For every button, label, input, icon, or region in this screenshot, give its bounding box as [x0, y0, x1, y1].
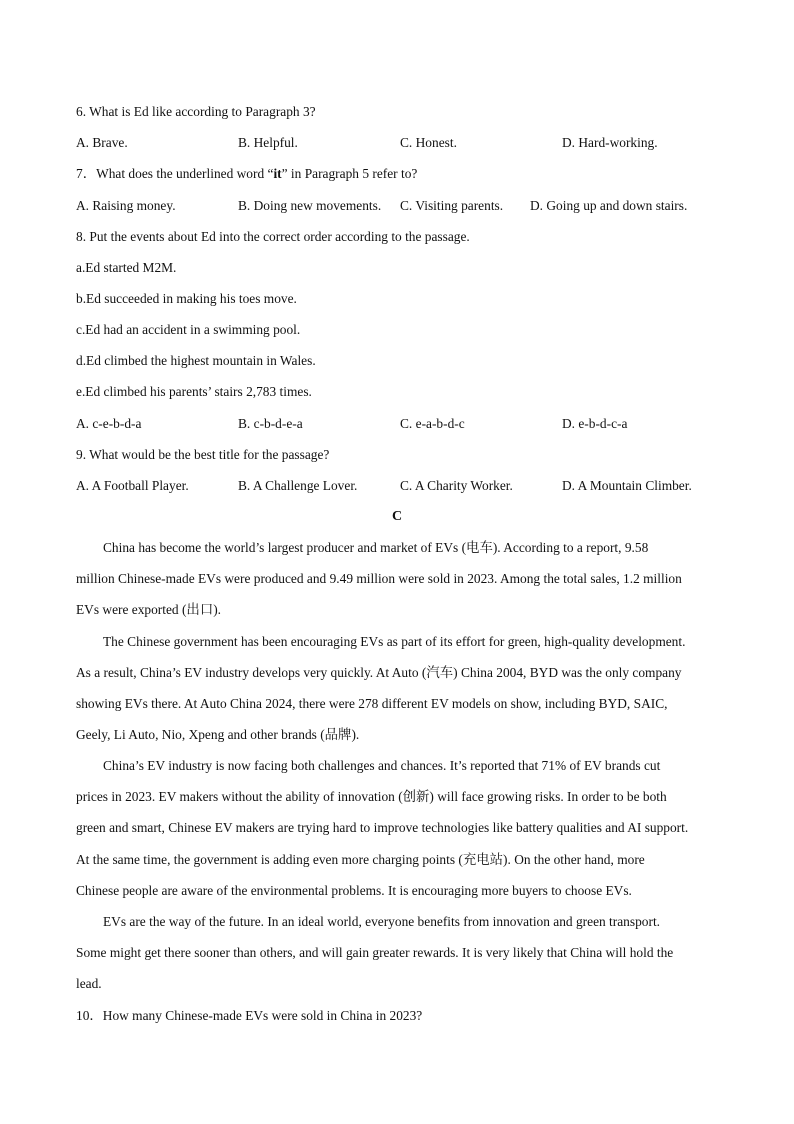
question-6-stem: 6. What is Ed like according to Paragraph 3? — [76, 104, 316, 119]
q7-stem-prefix: 7．What does the underlined word “ — [76, 166, 274, 181]
q6-option-b: B. Helpful. — [238, 135, 298, 150]
q6-option-d: D. Hard-working. — [562, 135, 658, 150]
q7-stem-suffix: ” in Paragraph 5 refer to? — [281, 166, 418, 181]
q7-option-c: C. Visiting parents. — [400, 198, 504, 213]
q8-event-d: d.Ed climbed the highest mountain in Wales. — [76, 353, 316, 368]
q7-option-a: A. Raising money. — [76, 198, 176, 213]
question-10-stem: 10．How many Chinese-made EVs were sold in China in 2023? — [76, 1008, 423, 1023]
passage-line: Geely, Li Auto, Nio, Xpeng and other brands (品牌). — [76, 727, 360, 742]
passage-line: At the same time, the government is adding even more charging points (充电站). On the other hand, more — [76, 852, 645, 867]
passage-line: The Chinese government has been encouraging EVs as part of its effort for green, high-quality development. — [103, 634, 686, 649]
q6-option-a: A. Brave. — [76, 135, 128, 150]
passage-line: million Chinese-made EVs were produced and 9.49 million were sold in 2023. Among the total sales, 1.2 million — [76, 571, 682, 586]
q8-option-a: A. c-e-b-d-a — [76, 416, 142, 431]
passage-line: showing EVs there. At Auto China 2024, there were 278 different EV models on show, including BYD, SAIC, — [76, 696, 668, 711]
section-c-heading: C — [391, 509, 403, 524]
q8-option-c: C. e-a-b-d-c — [400, 416, 465, 431]
passage-line: China has become the world’s largest producer and market of EVs (电车). According to a report, 9.58 — [103, 540, 649, 555]
passage-line: green and smart, Chinese EV makers are trying hard to improve technologies like battery qualities and AI support. — [76, 820, 689, 835]
q9-option-b: B. A Challenge Lover. — [238, 478, 358, 493]
q8-event-e: e.Ed climbed his parents’ stairs 2,783 times. — [76, 384, 312, 399]
passage-line: China’s EV industry is now facing both challenges and chances. It’s reported that 71% of EV brands cut — [103, 758, 661, 773]
passage-line: lead. — [76, 976, 102, 991]
question-7-stem — [76, 166, 417, 182]
q9-option-c: C. A Charity Worker. — [400, 478, 513, 493]
passage-line: EVs were exported (出口). — [76, 602, 222, 617]
q8-event-a: a.Ed started M2M. — [76, 260, 177, 275]
q7-stem-keyword: it — [273, 166, 282, 181]
q7-option-d: D. Going up and down stairs. — [530, 198, 688, 213]
question-8-stem: 8. Put the events about Ed into the correct order according to the passage. — [76, 229, 470, 244]
q8-option-b: B. c-b-d-e-a — [238, 416, 303, 431]
q6-option-c: C. Honest. — [400, 135, 457, 150]
q8-option-d: D. e-b-d-c-a — [562, 416, 628, 431]
q8-event-c: c.Ed had an accident in a swimming pool. — [76, 322, 301, 337]
passage-line: Chinese people are aware of the environmental problems. It is encouraging more buyers to choose EVs. — [76, 883, 632, 898]
q8-event-b: b.Ed succeeded in making his toes move. — [76, 291, 297, 306]
q9-option-d: D. A Mountain Climber. — [562, 478, 692, 493]
question-9-stem: 9. What would be the best title for the passage? — [76, 447, 330, 462]
passage-line: EVs are the way of the future. In an ideal world, everyone benefits from innovation and green transport. — [103, 914, 661, 929]
passage-line: Some might get there sooner than others, and will gain greater rewards. It is very likely that China will hold the — [76, 945, 674, 960]
passage-line: prices in 2023. EV makers without the ability of innovation (创新) will face growing risks. In order to be both — [76, 789, 667, 804]
q9-option-a: A. A Football Player. — [76, 478, 189, 493]
q7-option-b: B. Doing new movements. — [238, 198, 382, 213]
passage-line: As a result, China’s EV industry develops very quickly. At Auto (汽车) China 2004, BYD was the only company — [76, 665, 682, 680]
